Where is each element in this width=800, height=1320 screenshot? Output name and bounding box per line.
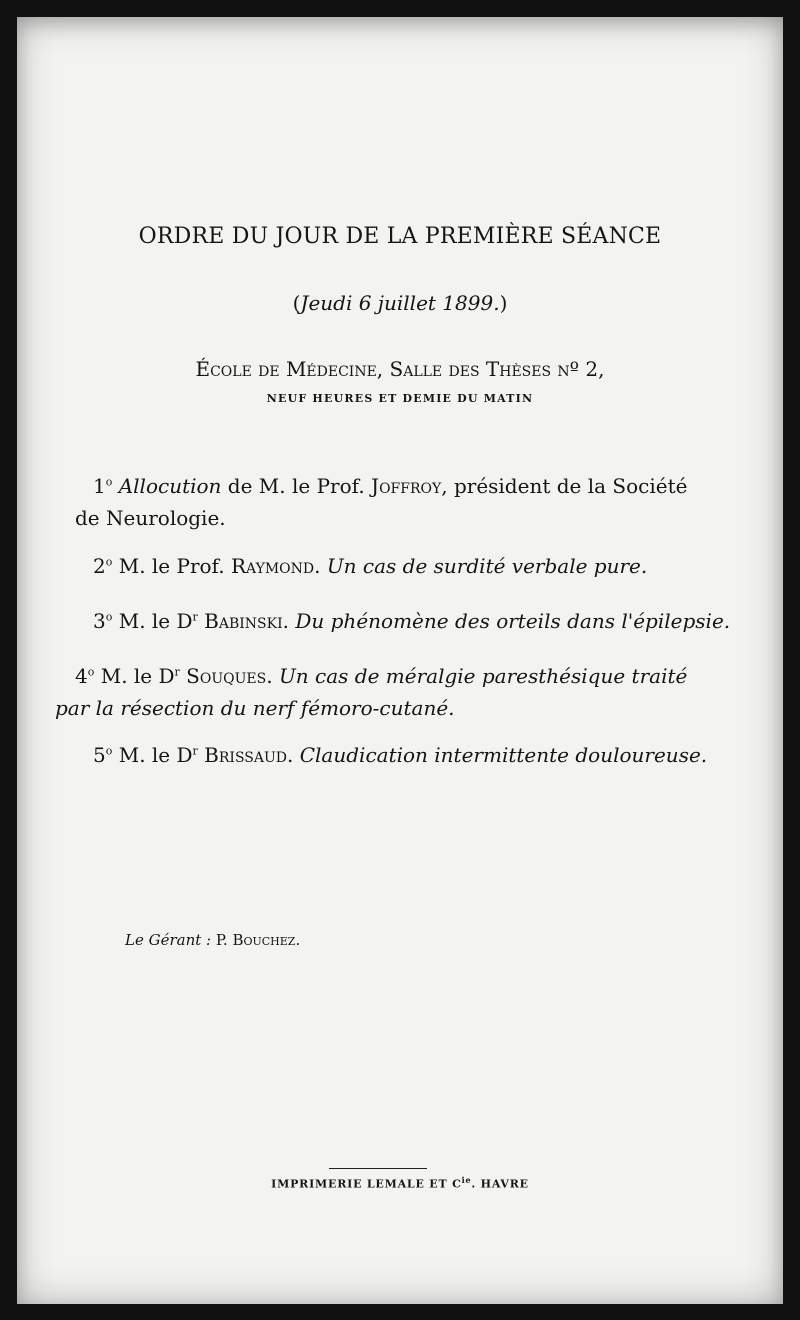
item-dr-superscript: r: [192, 610, 198, 624]
printer-superscript: ie: [461, 1175, 472, 1185]
gerant-label: Le Gérant :: [125, 931, 212, 949]
item-dr-superscript: r: [192, 744, 198, 758]
item-separator: .: [282, 609, 296, 633]
session-date: [17, 291, 783, 315]
printer-city: . HAVRE: [471, 1177, 529, 1191]
item-separator: .: [314, 554, 327, 578]
item-separator: .: [287, 743, 300, 767]
date-open-paren: (: [292, 291, 301, 315]
item-number: 2: [93, 554, 106, 578]
page-title: ORDRE DU JOUR DE LA PREMIÈRE SÉANCE: [138, 224, 662, 249]
item-prefix: de M. le Prof.: [221, 474, 372, 498]
item-prefix: M. le Prof.: [112, 554, 231, 578]
item-title: Claudication intermittente douloureuse.: [299, 743, 708, 767]
item-degree: o: [105, 744, 113, 758]
printer-name: IMPRIMERIE LEMALE ET C: [271, 1177, 462, 1191]
item-title: Un cas de méralgie paresthésique traité par la résection du nerf fémoro-cutané.: [55, 664, 688, 720]
item-speaker: Brissaud: [197, 743, 288, 767]
item-prefix: M. le D: [94, 664, 175, 688]
item-speaker: Joffroy: [371, 474, 442, 498]
printer-divider: [329, 1168, 427, 1169]
agenda-item-5: [93, 739, 707, 771]
agenda-item-3: [93, 605, 730, 637]
date-text: Jeudi 6 juillet 1899.: [300, 291, 500, 315]
item-number: 5: [93, 743, 106, 767]
item-degree: o: [105, 610, 113, 624]
item-number: 1: [93, 474, 106, 498]
item-speaker: Raymond: [230, 554, 315, 578]
agenda-item-1: [75, 470, 715, 534]
item-speaker: Souques: [179, 664, 267, 688]
item-suffix: , président de la Société de Neurologie.: [75, 474, 688, 530]
agenda-item-2: [93, 550, 647, 582]
item-title: Allocution: [118, 474, 222, 498]
agenda-item-4: [55, 660, 719, 724]
gerant-line: [125, 931, 300, 949]
gerant-name: P. Bouchez.: [211, 931, 301, 949]
document-page: [17, 17, 783, 1304]
session-place: École de Médecine, Salle des Thèses nº 2,: [195, 357, 605, 381]
date-close-paren: ): [499, 291, 508, 315]
item-title: Un cas de surdité verbale pure.: [326, 554, 648, 578]
item-number: 4: [75, 664, 88, 688]
item-degree: o: [105, 475, 113, 489]
printer-imprint: [17, 1175, 783, 1191]
item-degree: o: [87, 665, 95, 679]
item-prefix: M. le D: [112, 743, 193, 767]
item-degree: o: [105, 555, 113, 569]
item-title: Du phénomène des orteils dans l'épilepsie.: [295, 609, 731, 633]
item-separator: .: [266, 664, 279, 688]
session-time: NEUF HEURES ET DEMIE DU MATIN: [266, 392, 534, 405]
item-number: 3: [93, 609, 106, 633]
item-prefix: M. le D: [112, 609, 193, 633]
item-dr-superscript: r: [174, 665, 180, 679]
item-speaker: Babinski: [197, 609, 283, 633]
